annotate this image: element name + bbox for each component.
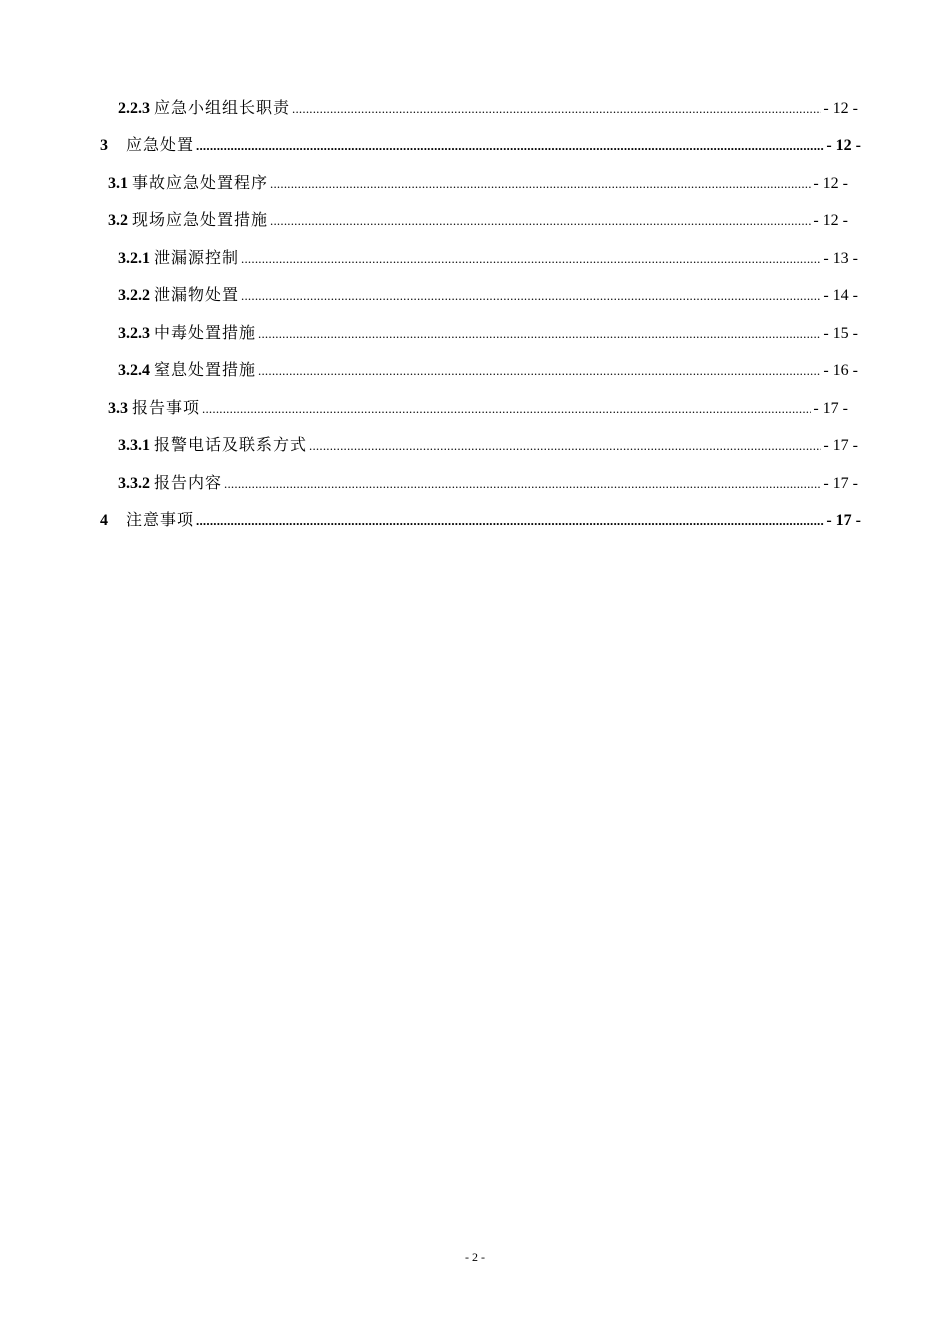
toc-entry-page: - 12 - [826, 137, 861, 154]
toc-entry-page: - 14 - [823, 287, 858, 304]
toc-entry-3-3[interactable] [108, 395, 848, 421]
toc-entry-title: 泄漏源控制 [154, 248, 240, 267]
toc-leader-dots [224, 471, 821, 497]
toc-entry-title: 泄漏物处置 [154, 285, 240, 304]
toc-leader-dots [241, 283, 821, 309]
toc-leader-dots [241, 246, 821, 272]
toc-leader-dots [309, 433, 821, 459]
toc-entry-number: 3.2.1 [118, 250, 150, 267]
toc-entry-page: - 17 - [826, 512, 861, 529]
toc-entry-number: 3.2.2 [118, 287, 150, 304]
toc-entry-number: 3.3.2 [118, 475, 150, 492]
toc-entry-4[interactable] [100, 507, 861, 533]
toc-entry-title: 窒息处置措施 [154, 360, 257, 379]
toc-entry-title: 报告内容 [154, 473, 223, 492]
toc-entry-number: 3.3 [108, 400, 128, 417]
toc-entry-page: - 12 - [813, 175, 848, 192]
toc-entry-number: 3.2.3 [118, 325, 150, 342]
toc-entry-number: 3 [100, 137, 108, 154]
toc-entry-title: 应急小组组长职责 [154, 98, 291, 117]
toc-entry-page: - 13 - [823, 250, 858, 267]
toc-entry-page: - 17 - [823, 475, 858, 492]
toc-entry-title: 报警电话及联系方式 [154, 435, 308, 454]
toc-entry-page: - 17 - [813, 400, 848, 417]
toc-entry-3-3-2[interactable] [118, 470, 858, 496]
toc-entry-number: 4 [100, 512, 108, 529]
toc-entry-3-2-2[interactable] [118, 282, 858, 308]
toc-entry-title: 事故应急处置程序 [132, 173, 269, 192]
toc-entry-3-2-3[interactable] [118, 320, 858, 346]
page-number-footer: - 2 - [465, 1250, 485, 1264]
toc-entry-3-1[interactable] [108, 170, 848, 196]
toc-leader-dots [258, 321, 821, 347]
toc-leader-dots [202, 396, 811, 422]
toc-leader-dots [196, 133, 824, 159]
toc-leader-dots [270, 171, 811, 197]
toc-entry-number: 3.1 [108, 175, 128, 192]
toc-entry-3[interactable] [100, 132, 861, 158]
toc-entry-title: 应急处置 [126, 135, 195, 154]
toc-entry-page: - 17 - [823, 437, 858, 454]
toc-entry-number: 3.3.1 [118, 437, 150, 454]
toc-entry-3-3-1[interactable] [118, 432, 858, 458]
toc-entry-title: 现场应急处置措施 [132, 210, 269, 229]
toc-entry-page: - 15 - [823, 325, 858, 342]
toc-leader-dots [258, 358, 821, 384]
toc-leader-dots [196, 508, 824, 534]
toc-entry-number: 2.2.3 [118, 100, 150, 117]
toc-leader-dots [270, 208, 811, 234]
toc-entry-3-2-4[interactable] [118, 357, 858, 383]
toc-leader-dots [292, 96, 821, 122]
toc-entry-page: - 16 - [823, 362, 858, 379]
toc-entry-3-2[interactable] [108, 207, 848, 233]
toc-entry-page: - 12 - [813, 212, 848, 229]
toc-entry-title: 注意事项 [126, 510, 195, 529]
toc-entry-2-2-3[interactable] [118, 95, 858, 121]
toc-entry-title: 中毒处置措施 [154, 323, 257, 342]
toc-entry-number: 3.2.4 [118, 362, 150, 379]
toc-entry-number: 3.2 [108, 212, 128, 229]
toc-entry-title: 报告事项 [132, 398, 201, 417]
toc-entry-3-2-1[interactable] [118, 245, 858, 271]
toc-entry-page: - 12 - [823, 100, 858, 117]
